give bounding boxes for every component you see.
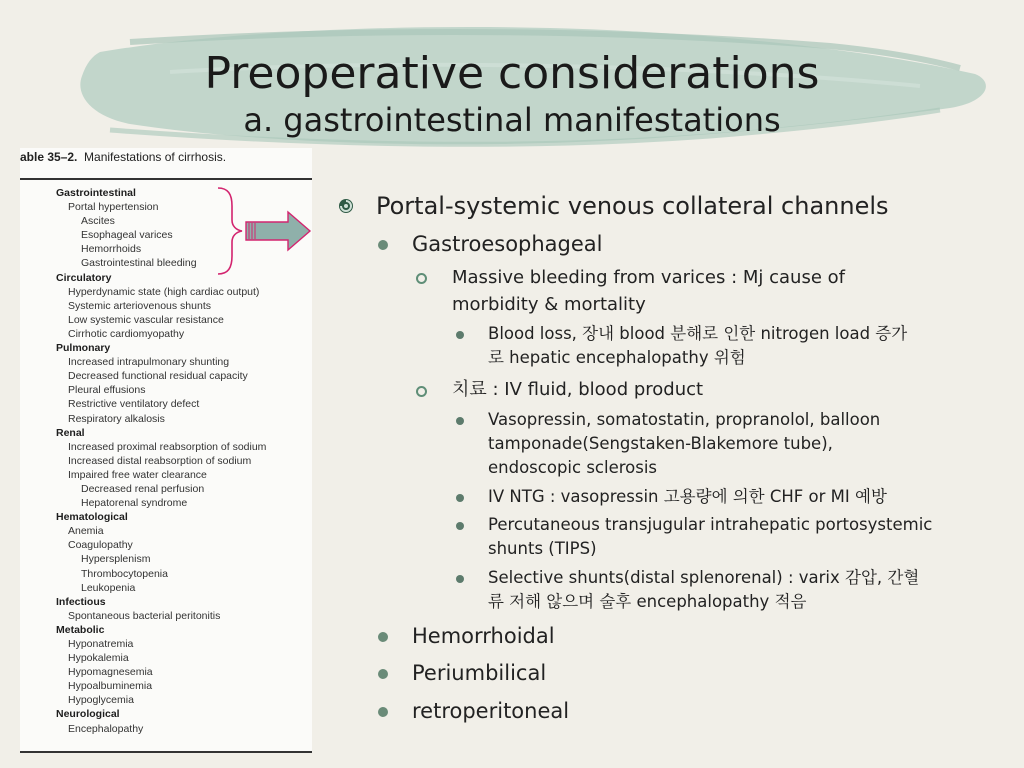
small-dot-bullet-icon (456, 331, 464, 339)
bullet-periumbilical: Periumbilical (412, 661, 547, 685)
bullet-vasopressin-line2: tamponade(Sengstaken-Blakemore tube), (488, 434, 833, 453)
small-dot-bullet-icon (456, 575, 464, 583)
bullet-portal-systemic: Portal-systemic venous collateral channels (376, 192, 889, 220)
table-caption (20, 150, 226, 164)
table-caption-number: able 35–2. (20, 150, 78, 164)
table-section-heading: Renal (56, 426, 85, 439)
dot-bullet-icon (378, 240, 388, 250)
swirl-bullet-icon (338, 198, 354, 214)
table-row: Decreased renal perfusion (81, 482, 205, 495)
table-caption-text: Manifestations of cirrhosis. (84, 150, 227, 164)
table-top-rule (20, 178, 312, 180)
table-row: Cirrhotic cardiomyopathy (68, 327, 185, 340)
bullet-vasopressin-line1: Vasopressin, somatostatin, propranolol, balloon (488, 410, 881, 429)
ring-bullet-icon (416, 386, 427, 397)
bullet-blood-loss-line2: 로 hepatic encephalopathy 위험 (488, 348, 746, 367)
dot-bullet-icon (378, 669, 388, 679)
small-dot-bullet-icon (456, 522, 464, 530)
bullet-retroperitoneal: retroperitoneal (412, 699, 570, 723)
table-row: Impaired free water clearance (68, 468, 207, 481)
table-row: Increased proximal reabsorption of sodium (68, 440, 267, 453)
bullet-selective-shunts-line2: 류 저해 않으며 술후 encephalopathy 적음 (488, 592, 807, 611)
small-dot-bullet-icon (456, 494, 464, 502)
slide-subtitle: a. gastrointestinal manifestations (243, 101, 781, 139)
table-row: Pleural effusions (68, 384, 146, 397)
table-section-heading: Gastrointestinal (56, 187, 136, 199)
slide-title: Preoperative considerations (204, 48, 820, 99)
table-row: Hypomagnesemia (68, 666, 153, 679)
table-row: Restrictive ventilatory defect (68, 398, 200, 411)
table-row: Portal hypertension (68, 201, 159, 214)
table-row: Hypersplenism (81, 553, 151, 566)
table-row: Hyponatremia (68, 638, 134, 650)
dot-bullet-icon (378, 632, 388, 642)
table-section-heading: Neurological (56, 708, 120, 721)
table-row: Increased intrapulmonary shunting (68, 356, 230, 369)
table-row: Hepatorenal syndrome (81, 497, 188, 510)
bracket-arrow-icon (214, 186, 314, 276)
bullet-treatment: 치료 : IV fluid, blood product (452, 379, 704, 400)
dot-bullet-icon (378, 707, 388, 717)
table-row: Systemic arteriovenous shunts (68, 299, 211, 312)
table-row: Thrombocytopenia (81, 567, 168, 580)
title-block (0, 48, 1024, 140)
table-row: Coagulopathy (68, 539, 133, 552)
small-dot-bullet-icon (456, 417, 464, 425)
bullet-vasopressin-line3: endoscopic sclerosis (488, 458, 658, 477)
table-row: Hypokalemia (68, 652, 129, 665)
table-row: Hyperdynamic state (high cardiac output) (68, 285, 260, 298)
table-row: Hemorrhoids (81, 243, 142, 256)
bullet-gastroesophageal: Gastroesophageal (412, 232, 603, 256)
table-section-heading: Hematological (56, 511, 128, 524)
bullet-selective-shunts-line1: Selective shunts(distal splenorenal) : varix 감압, 간혈 (488, 568, 920, 587)
table-row: Esophageal varices (81, 229, 173, 242)
table-row: Spontaneous bacterial peritonitis (68, 609, 221, 622)
table-row: Increased distal reabsorption of sodium (68, 454, 252, 467)
bullet-massive-bleeding-line1: Massive bleeding from varices : Mj cause of (452, 267, 845, 288)
table-section-heading: Metabolic (56, 623, 105, 636)
table-row: Low systemic vascular resistance (68, 313, 224, 326)
table-bottom-rule (20, 751, 312, 753)
table-row: Hypoglycemia (68, 694, 134, 707)
table-row: Gastrointestinal bleeding (81, 257, 197, 270)
ring-bullet-icon (416, 273, 427, 284)
table-row: Decreased functional residual capacity (68, 370, 248, 383)
table-section-heading: Infectious (56, 595, 106, 608)
table-row: Leukopenia (81, 581, 136, 594)
bullet-tips-line1: Percutaneous transjugular intrahepatic portosystemic (488, 515, 933, 534)
table-row: Ascites (81, 215, 115, 228)
bullet-blood-loss-line1: Blood loss, 장내 blood 분해로 인한 nitrogen load 증가 (488, 324, 908, 343)
table-section-heading: Pulmonary (56, 342, 111, 355)
bullet-iv-ntg: IV NTG : vasopressin 고용량에 의한 CHF or MI 예방 (488, 487, 887, 506)
table-row: Hypoalbuminemia (68, 680, 153, 693)
table-row: Encephalopathy (68, 722, 144, 735)
bullet-massive-bleeding-line2: morbidity & mortality (452, 294, 646, 315)
table-row: Anemia (68, 525, 104, 538)
bullet-tips-line2: shunts (TIPS) (488, 539, 597, 558)
table-section-heading: Circulatory (56, 271, 112, 284)
bullet-hemorrhoidal: Hemorrhoidal (412, 624, 555, 648)
table-row: Respiratory alkalosis (68, 412, 165, 425)
